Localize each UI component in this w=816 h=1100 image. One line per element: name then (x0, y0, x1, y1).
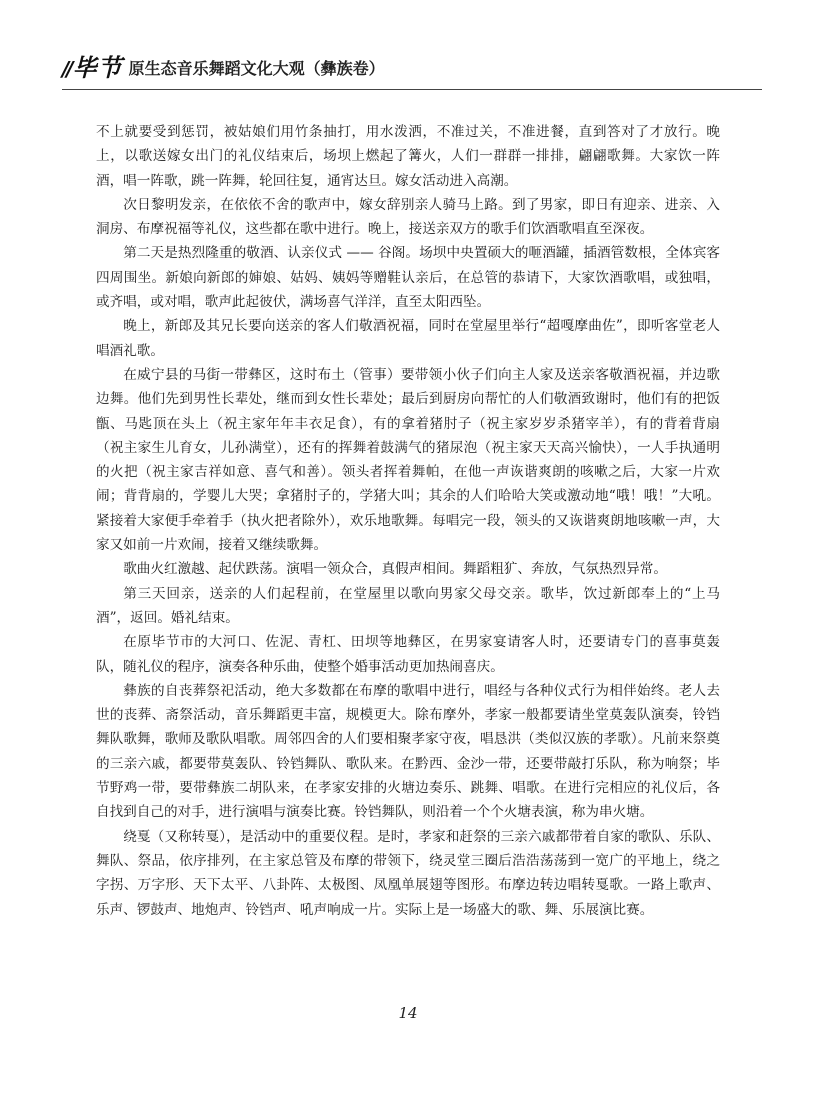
running-header (62, 46, 762, 86)
book-title: 原生态音乐舞蹈文化大观（彝族卷） (128, 59, 385, 78)
paragraph: 绕戛（又称转戛），是活动中的重要仪程。是时，孝家和赶祭的三亲六戚都带着自家的歌队、乐队、舞队、祭品，依序排列，在主家总管及布摩的带领下，绕灵堂三圈后浩浩荡荡到一宽广的平地上，绕之字拐、万字形、天下太平、八卦阵、太极图、凤凰单展翅等图形。布摩边转边唱转戛歌。一路上歌声、乐声、锣鼓声、地炮声、铃铛声、吼声响成一片。实际上是一场盛大的歌、舞、乐展演比赛。 (96, 828, 720, 918)
logo-text: 毕节 (72, 54, 123, 82)
page-number: 14 (398, 1004, 418, 1022)
body-text (96, 120, 720, 922)
paragraph: 次日黎明发亲，在依依不舍的歌声中，嫁女辞别亲人骑马上路。到了男家，即日有迎亲、进亲、入洞房、布摩祝福等礼仪，这些都在歌中进行。晚上，接送亲双方的歌手们饮酒歌唱直至深夜。 (96, 196, 720, 238)
paragraph: 歌曲火红激越、起伏跌荡。演唱一领众合，真假声相间。舞蹈粗犷、奔放，气氛热烈异常。 (123, 561, 667, 578)
header-divider (62, 89, 762, 90)
paragraph: 在威宁县的马街一带彝区，这时布土（管事）要带领小伙子们向主人家及送亲客敬酒祝福，并边歌边舞。他们先到男性长辈处，继而到女性长辈处；最后到厨房向帮忙的人们敬酒致谢时，他们有的把饭甑、马匙顶在头上（祝主家年年丰衣足食），有的拿着猪肘子（祝主家岁岁杀猪宰羊），有的背着背扇（祝主家生儿育女，儿孙满堂），还有的挥舞着鼓满气的猪尿泡（祝主家天天高兴愉快），一人手执通明的火把（祝主家吉祥如意、喜气和善）。领头者挥着舞帕，在他一声诙谐爽朗的咳嗽之后，大家一片欢闹；背背扇的，学婴儿大哭；拿猪肘子的，学猪大叫；其余的人们哈哈大笑或激动地“哦！哦！”大吼。紧接着大家便手牵着手（执火把者除外），欢乐地歌舞。每唱完一段，领头的又诙谐爽朗地咳嗽一声，大家又如前一片欢闹，接着又继续歌舞。 (96, 366, 720, 554)
paragraph: 彝族的自丧葬祭祀活动，绝大多数都在布摩的歌唱中进行，唱经与各种仪式行为相伴始终。老人去世的丧葬、斋祭活动，音乐舞蹈更丰富，规模更大。除布摩外，孝家一般都要请坐堂莫轰队演奏，铃铛舞队歌舞，歌师及歌队唱歌。周邻四舍的人们要相聚孝家守夜，唱恳洪（类似汉族的孝歌）。凡前来祭奠的三亲六戚，都要带莫轰队、铃铛舞队、歌队来。在黔西、金沙一带，还要带敲打乐队，称为响祭；毕节野鸡一带，要带彝族二胡队来，在孝家安排的火塘边奏乐、跳舞、唱歌。在进行完相应的礼仪后，各自找到自己的对手，进行演唱与演奏比赛。铃铛舞队，则沿着一个个火塘表演，称为串火塘。 (96, 682, 720, 821)
paragraph: 第二天是热烈隆重的敬酒、认亲仪式 —— 谷阁。场坝中央置硕大的咂酒罐，插酒管数根，全体宾客四周围坐。新娘向新郎的婶娘、姑妈、姨妈等赠鞋认亲后，在总管的恭请下，大家饮酒歌唱，或独唱，或齐唱，或对唱，歌声此起彼伏，满场喜气洋洋，直至太阳西坠。 (96, 245, 720, 311)
paragraph: 不上就要受到惩罚，被姑娘们用竹条抽打，用水泼洒，不准过关，不准进餐，直到答对了才放行。晚上，以歌送嫁女出门的礼仪结束后，场坝上燃起了篝火，人们一群群一排排，翩翩歌舞。大家饮一阵酒，唱一阵歌，跳一阵舞，轮回往复，通宵达旦。嫁女活动进入高潮。 (96, 124, 720, 189)
paragraph: 晚上，新郎及其兄长要向送亲的客人们敬酒祝福，同时在堂屋里举行“超嘎摩曲佐”，即听客堂老人唱酒礼歌。 (96, 318, 720, 359)
paragraph: 在原毕节市的大河口、佐泥、青杠、田坝等地彝区，在男家宴请客人时，还要请专门的喜事莫轰队，随礼仪的程序，演奏各种乐曲，使整个婚事活动更加热闹喜庆。 (96, 634, 720, 675)
logo: //毕节 (62, 54, 123, 82)
paragraph: 第三天回亲，送亲的人们起程前，在堂屋里以歌向男家父母交亲。歌毕，饮过新郎奉上的“上马酒”，返回。婚礼结束。 (96, 585, 720, 626)
